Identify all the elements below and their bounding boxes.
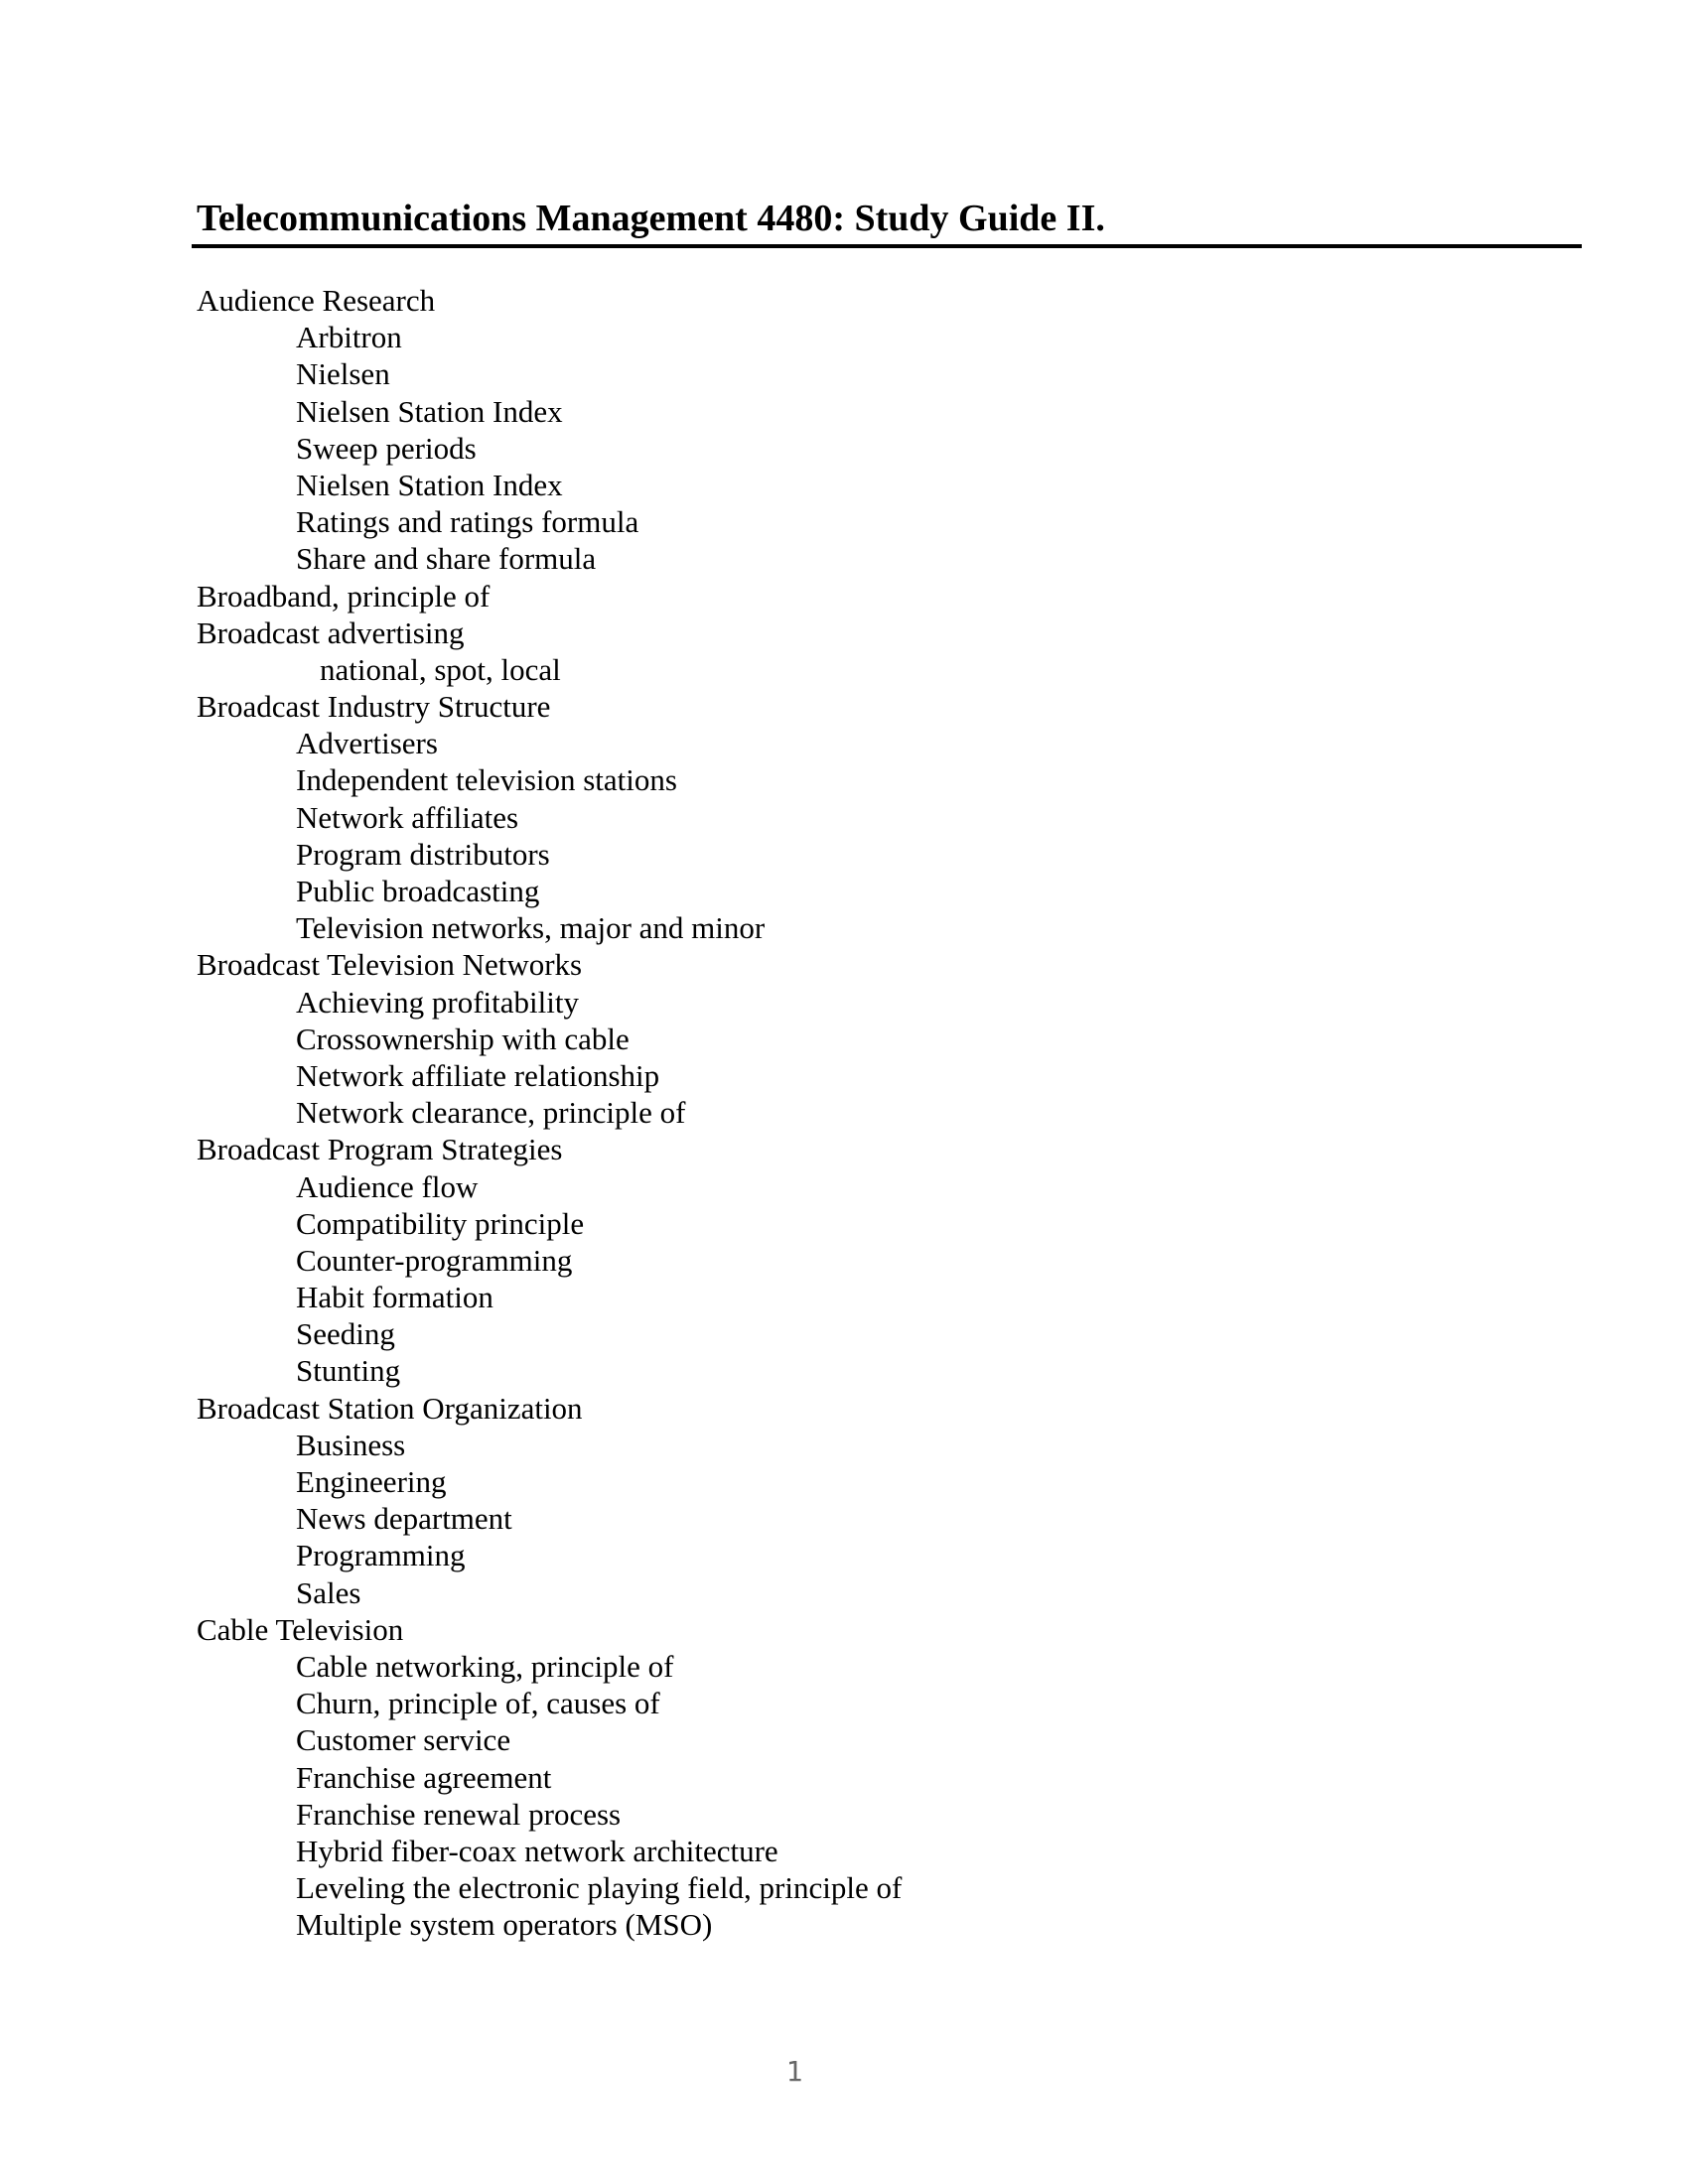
outline-topic: Broadcast Station Organization	[197, 1390, 583, 1426]
outline-subtopic: Leveling the electronic playing field, principle of	[296, 1870, 903, 1906]
title-underline-rule	[192, 244, 1582, 248]
outline-topic: Audience Research	[197, 283, 436, 318]
outline-subtopic: Television networks, major and minor	[296, 910, 766, 946]
outline-subtopic: Advertisers	[296, 726, 438, 761]
outline-subtopic: Nielsen	[296, 356, 390, 392]
outline-subtopic: national, spot, local	[320, 651, 561, 687]
outline-subtopic: Sweep periods	[296, 430, 477, 466]
outline-subtopic: Program distributors	[296, 836, 550, 872]
outline-topic: Broadcast advertising	[197, 614, 465, 650]
outline-subtopic: Compatibility principle	[296, 1205, 585, 1241]
outline-subtopic: Arbitron	[296, 320, 402, 355]
outline-topic: Broadcast Television Networks	[197, 947, 583, 983]
page-title: Telecommunications Management 4480: Study Guide II.	[197, 198, 1105, 239]
outline-subtopic: News department	[296, 1501, 512, 1537]
outline-subtopic: Nielsen Station Index	[296, 393, 563, 429]
outline-subtopic: Public broadcasting	[296, 874, 540, 908]
outline-subtopic: Sales	[296, 1574, 361, 1610]
outline-subtopic: Achieving profitability	[296, 984, 579, 1020]
outline-subtopic: Franchise agreement	[296, 1759, 552, 1795]
outline-topic: Broadband, principle of	[197, 578, 491, 614]
outline-subtopic: Audience flow	[296, 1168, 479, 1204]
outline-subtopic: Habit formation	[296, 1280, 493, 1315]
outline-subtopic: Engineering	[296, 1464, 447, 1499]
outline-subtopic: Counter-programming	[296, 1242, 573, 1278]
page-number: 1	[785, 2055, 803, 2088]
outline-subtopic: Franchise renewal process	[296, 1796, 622, 1832]
outline-subtopic: Cable networking, principle of	[296, 1648, 674, 1684]
outline-topic: Broadcast Program Strategies	[197, 1132, 563, 1167]
outline-topic: Cable Television	[197, 1611, 404, 1647]
outline-subtopic: Crossownership with cable	[296, 1021, 630, 1056]
outline-subtopic: Network affiliate relationship	[296, 1057, 660, 1093]
outline-subtopic: Nielsen Station Index	[296, 467, 563, 502]
outline-subtopic: Ratings and ratings formula	[296, 504, 639, 540]
outline-subtopic: Independent television stations	[296, 762, 677, 798]
outline-topic: Broadcast Industry Structure	[197, 689, 551, 725]
outline-subtopic: Stunting	[296, 1353, 401, 1389]
outline-subtopic: Network clearance, principle of	[296, 1095, 686, 1131]
outline-subtopic: Business	[296, 1427, 406, 1462]
outline-subtopic: Multiple system operators (MSO)	[296, 1907, 713, 1943]
outline-subtopic: Hybrid fiber-coax network architecture	[296, 1833, 778, 1868]
outline-subtopic: Churn, principle of, causes of	[296, 1686, 660, 1721]
outline-subtopic: Share and share formula	[296, 541, 597, 577]
study-guide-outline	[197, 282, 902, 1943]
outline-subtopic: Seeding	[296, 1316, 395, 1352]
outline-subtopic: Network affiliates	[296, 799, 519, 835]
outline-subtopic: Customer service	[296, 1722, 511, 1758]
outline-subtopic: Programming	[296, 1538, 466, 1573]
